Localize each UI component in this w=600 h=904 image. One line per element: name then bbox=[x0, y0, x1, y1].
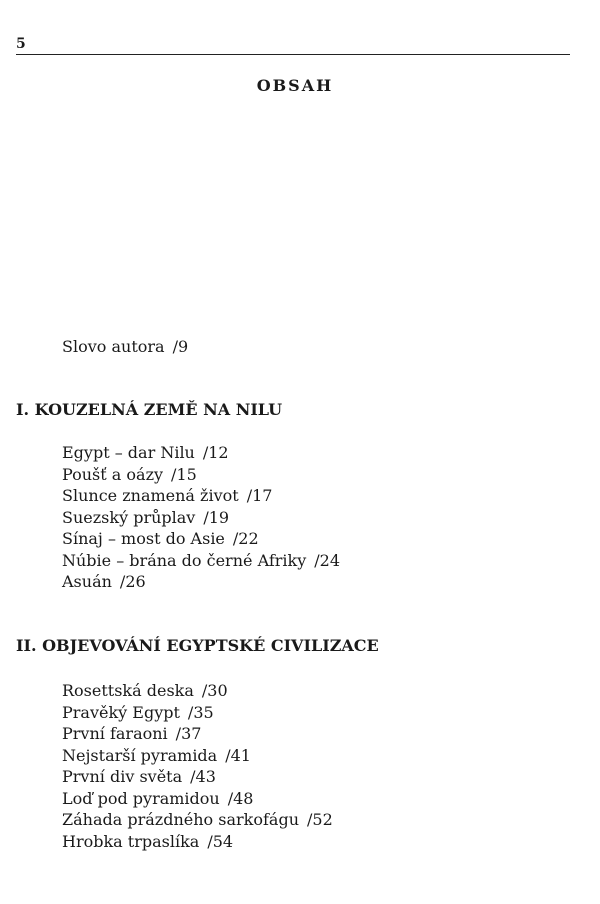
toc-entry bbox=[62, 528, 340, 550]
toc-entry-label: Hrobka trpaslíka bbox=[62, 831, 200, 851]
toc-entry bbox=[62, 442, 340, 464]
toc-entry-page-ref: /19 bbox=[203, 507, 230, 527]
toc-entry-label: Sínaj – most do Asie bbox=[62, 529, 225, 548]
toc-entry-label: Egypt – dar Nilu bbox=[62, 443, 195, 462]
toc-entry bbox=[62, 745, 333, 767]
toc-entry-page-ref: /48 bbox=[227, 788, 254, 808]
toc-entry bbox=[62, 723, 333, 745]
toc-entry-label: Pravěký Egypt bbox=[62, 702, 180, 722]
toc-entry-page-ref: /35 bbox=[187, 702, 214, 722]
toc-entry bbox=[62, 831, 333, 853]
toc-entry-label: Slunce znamená život bbox=[62, 486, 239, 505]
toc-entry-label: Loď pod pyramidou bbox=[62, 788, 220, 808]
toc-entry-page-ref: /30 bbox=[201, 681, 228, 700]
toc-entry-label: Suezský průplav bbox=[62, 507, 196, 527]
header-rule bbox=[16, 54, 570, 55]
toc-entry-label: Rosettská deska bbox=[62, 681, 194, 700]
toc-entry bbox=[62, 809, 333, 831]
toc-entry-label: Nejstarší pyramida bbox=[62, 745, 218, 765]
toc-entry-page-ref: /22 bbox=[232, 529, 259, 548]
section-heading-1: I. KOUZELNÁ ZEMĚ NA NILU bbox=[16, 400, 283, 419]
toc-entry bbox=[62, 702, 333, 724]
toc-entry-label: Asuán bbox=[62, 572, 112, 591]
toc-entry-page-ref: /26 bbox=[119, 572, 146, 591]
toc-entry-label: Núbie – brána do černé Afriky bbox=[62, 550, 307, 570]
toc-entry-page-ref: /43 bbox=[190, 767, 216, 786]
toc-entry-label: Slovo autora bbox=[62, 337, 165, 356]
toc-entry bbox=[62, 680, 333, 702]
toc-entry-intro bbox=[62, 336, 188, 357]
toc-entry bbox=[62, 464, 340, 486]
toc-entry bbox=[62, 788, 333, 810]
toc-entry bbox=[62, 550, 340, 572]
page-title: OBSAH bbox=[256, 76, 334, 95]
toc-entry bbox=[62, 485, 340, 507]
toc-entry-page-ref: /37 bbox=[175, 724, 202, 743]
section-heading-2: II. OBJEVOVÁNÍ EGYPTSKÉ CIVILIZACE bbox=[16, 636, 379, 655]
page-number: 5 bbox=[16, 36, 26, 52]
toc-entry-page-ref: /17 bbox=[246, 486, 273, 505]
toc-entry bbox=[62, 571, 340, 593]
toc-entry-label: Záhada prázdného sarkofágu bbox=[62, 810, 299, 829]
toc-entry-page-ref: /24 bbox=[314, 550, 341, 570]
toc-entry-page-ref: /41 bbox=[225, 745, 251, 765]
toc-entry-page-ref: /54 bbox=[207, 831, 234, 851]
toc-entry-page-ref: /52 bbox=[307, 810, 333, 829]
toc-entry-label: První div světa bbox=[62, 767, 183, 786]
toc-entry-page-ref: /15 bbox=[171, 464, 197, 484]
toc-entry-label: První faraoni bbox=[62, 724, 168, 743]
toc-list-section-1 bbox=[62, 442, 340, 593]
toc-entry-page-ref: /12 bbox=[202, 443, 229, 462]
toc-entry bbox=[62, 507, 340, 529]
toc-entry-page-ref: /9 bbox=[172, 337, 189, 356]
toc-entry-label: Poušť a oázy bbox=[62, 464, 164, 484]
toc-entry bbox=[62, 766, 333, 788]
toc-list-section-2 bbox=[62, 680, 333, 852]
